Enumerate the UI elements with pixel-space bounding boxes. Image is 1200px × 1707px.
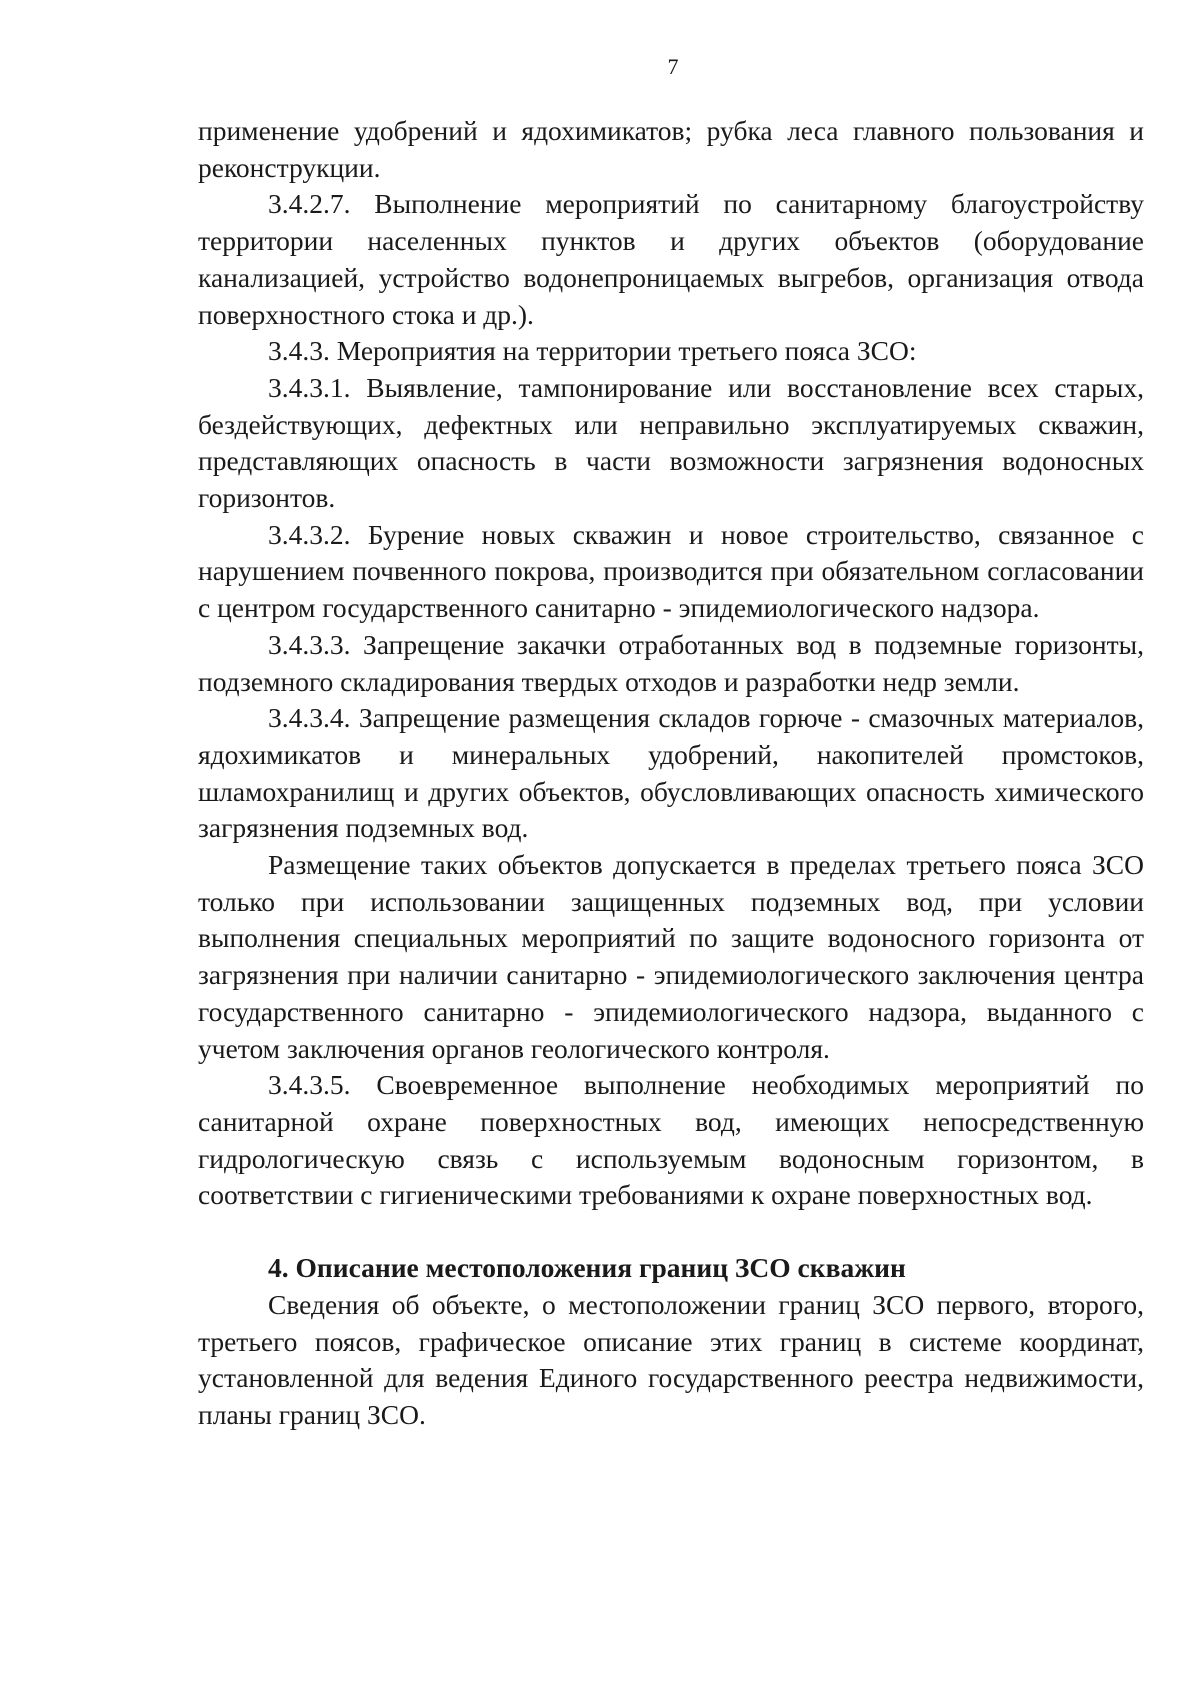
- paragraph-3-4-3-5: 3.4.3.5. Своевременное выполнение необходимых мероприятий по санитарной охране поверхностных вод, имеющих непосредственную гидрологическую связь с используемым водоносным горизонтом, в соответствии с гигиеническими требованиями к охране поверхностных вод.: [198, 1069, 1144, 1211]
- paragraph-3-4-3: 3.4.3. Мероприятия на территории третьего пояса ЗСО:: [268, 335, 917, 367]
- paragraph-3-4-3-4: 3.4.3.4. Запрещение размещения складов горюче - смазочных материалов, ядохимикатов и минеральных удобрений, накопителей промстоков, шламохранилищ и других объектов, обусловливающих опасность химического загрязнения подземных вод.: [198, 702, 1144, 844]
- page-number: 7: [667, 54, 679, 79]
- paragraph-3-4-3-1: 3.4.3.1. Выявление, тампонирование или восстановление всех старых, бездействующих, дефектных или неправильно эксплуатируемых скважин, представляющих опасность в части возможности загрязнения водоносных горизонтов.: [198, 371, 1144, 514]
- paragraph-continuation: применение удобрений и ядохимикатов; рубка леса главного пользования и реконструкции.: [198, 115, 1144, 183]
- section-paragraph: Сведения об объекте, о местоположении границ ЗСО первого, второго, третьего поясов, графическое описание этих границ в системе координат, установленной для ведения Единого государственного реестра недвижимости, планы границ ЗСО.: [198, 1288, 1144, 1430]
- document-body: [198, 113, 1144, 1434]
- paragraph-3-4-2-7: 3.4.2.7. Выполнение мероприятий по санитарному благоустройству территории населенных пунктов и других объектов (оборудование канализацией, устройство водонепроницаемых выгребов, организация отвода поверхностного стока и др.).: [198, 188, 1144, 330]
- section-heading: 4. Описание местоположения границ ЗСО скважин: [268, 1252, 906, 1284]
- paragraph-3-4-3-2: 3.4.3.2. Бурение новых скважин и новое строительство, связанное с нарушением почвенного покрова, производится при обязательном согласовании с центром государственного санитарно - эпидемиологического надзора.: [198, 518, 1144, 624]
- paragraph-3-4-3-3: 3.4.3.3. Запрещение закачки отработанных вод в подземные горизонты, подземного складирования твердых отходов и разработки недр земли.: [198, 628, 1144, 697]
- paragraph-placement-conditions: Размещение таких объектов допускается в пределах третьего пояса ЗСО только при использовании защищенных подземных вод, при условии выполнения специальных мероприятий по защите водоносного горизонта от загрязнения при наличии санитарно - эпидемиологического заключения центра государственного санитарно - эпидемиологического надзора, выданного с учетом заключения органов геологического контроля.: [198, 849, 1144, 1064]
